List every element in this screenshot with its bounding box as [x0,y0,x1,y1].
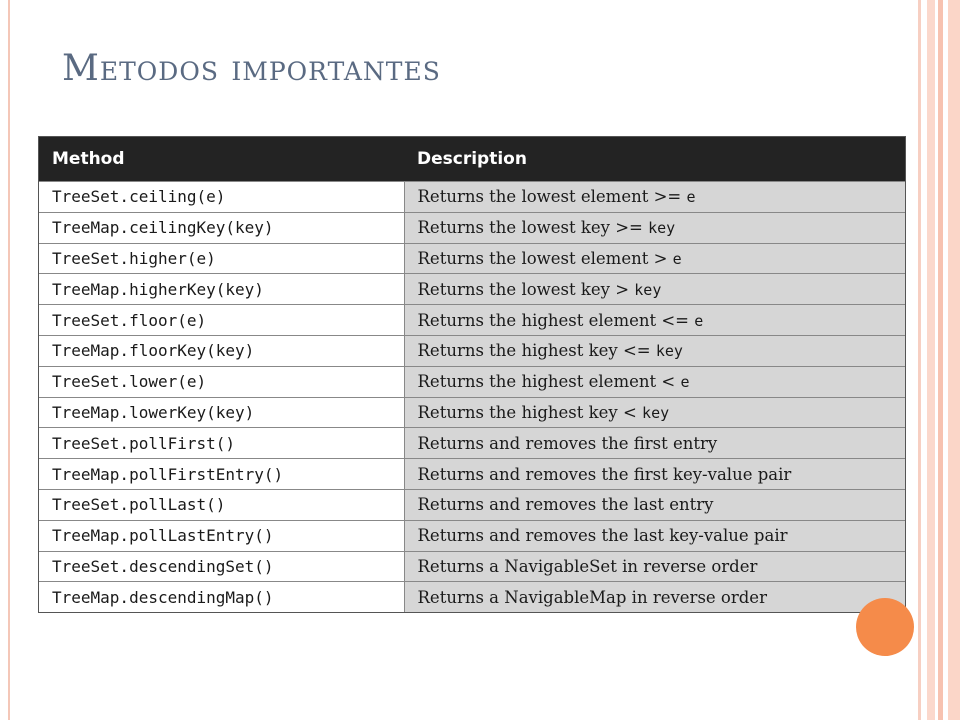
description-cell [404,520,905,551]
slide-title: Metodos importantes [62,48,441,89]
description-code: key [648,219,676,238]
methods-table [38,136,906,613]
description-text: Returns a NavigableSet in reverse order [417,556,758,576]
method-cell: TreeSet.lower(e) [39,366,404,397]
description-text: Returns a NavigableMap in reverse order [417,587,767,607]
header-method: Method [39,137,404,182]
table-row [39,335,905,366]
decor-stripe [938,0,943,720]
description-cell [404,243,905,274]
table-row [39,243,905,274]
method-cell: TreeSet.pollFirst() [39,428,404,459]
header-description: Description [404,137,905,182]
decor-stripe [918,0,921,720]
description-text: Returns the lowest element >= [417,187,687,207]
description-cell [404,366,905,397]
method-cell: TreeSet.ceiling(e) [39,182,404,213]
table-row [39,489,905,520]
description-text: Returns the lowest key >= [417,218,649,238]
description-code: key [655,342,683,361]
description-cell [404,551,905,582]
slide-left-border [8,0,10,720]
decor-stripe [927,0,935,720]
description-cell [404,335,905,366]
method-cell: TreeSet.higher(e) [39,243,404,274]
decorative-circle [856,598,914,656]
table-header-row [39,137,905,182]
table-row [39,305,905,336]
method-cell: TreeSet.pollLast() [39,489,404,520]
table-row [39,397,905,428]
description-cell [404,489,905,520]
method-cell: TreeSet.descendingSet() [39,551,404,582]
description-text: Returns and removes the last entry [417,495,714,515]
table-row [39,274,905,305]
description-cell [404,582,905,612]
description-text: Returns and removes the first key-value pair [417,464,792,484]
description-text: Returns and removes the first entry [417,433,718,453]
table-row [39,212,905,243]
description-code: key [634,280,662,299]
method-cell: TreeMap.higherKey(key) [39,274,404,305]
description-cell [404,274,905,305]
method-cell: TreeSet.floor(e) [39,305,404,336]
table-row [39,459,905,490]
description-code: e [686,188,696,207]
description-cell [404,182,905,213]
description-cell [404,459,905,490]
description-text: Returns the lowest key > [417,279,635,299]
method-cell: TreeMap.pollFirstEntry() [39,459,404,490]
description-cell [404,397,905,428]
description-code: e [672,249,682,268]
table-row [39,182,905,213]
description-text: Returns the highest element <= [417,310,695,330]
description-code: e [680,373,690,392]
method-cell: TreeMap.pollLastEntry() [39,520,404,551]
description-cell [404,428,905,459]
table-row [39,366,905,397]
description-text: Returns the highest element < [417,372,681,392]
method-cell: TreeMap.lowerKey(key) [39,397,404,428]
description-code: e [694,311,704,330]
table-row [39,428,905,459]
table-row [39,520,905,551]
description-cell [404,212,905,243]
description-text: Returns the highest key < [417,402,643,422]
description-text: Returns the lowest element > [417,248,673,268]
decor-stripe [948,0,960,720]
method-cell: TreeMap.ceilingKey(key) [39,212,404,243]
method-cell: TreeMap.floorKey(key) [39,335,404,366]
table-row [39,582,905,612]
description-text: Returns the highest key <= [417,341,656,361]
description-text: Returns and removes the last key-value pair [417,526,788,546]
method-cell: TreeMap.descendingMap() [39,582,404,612]
table-row [39,551,905,582]
description-code: key [642,403,670,422]
description-cell [404,305,905,336]
